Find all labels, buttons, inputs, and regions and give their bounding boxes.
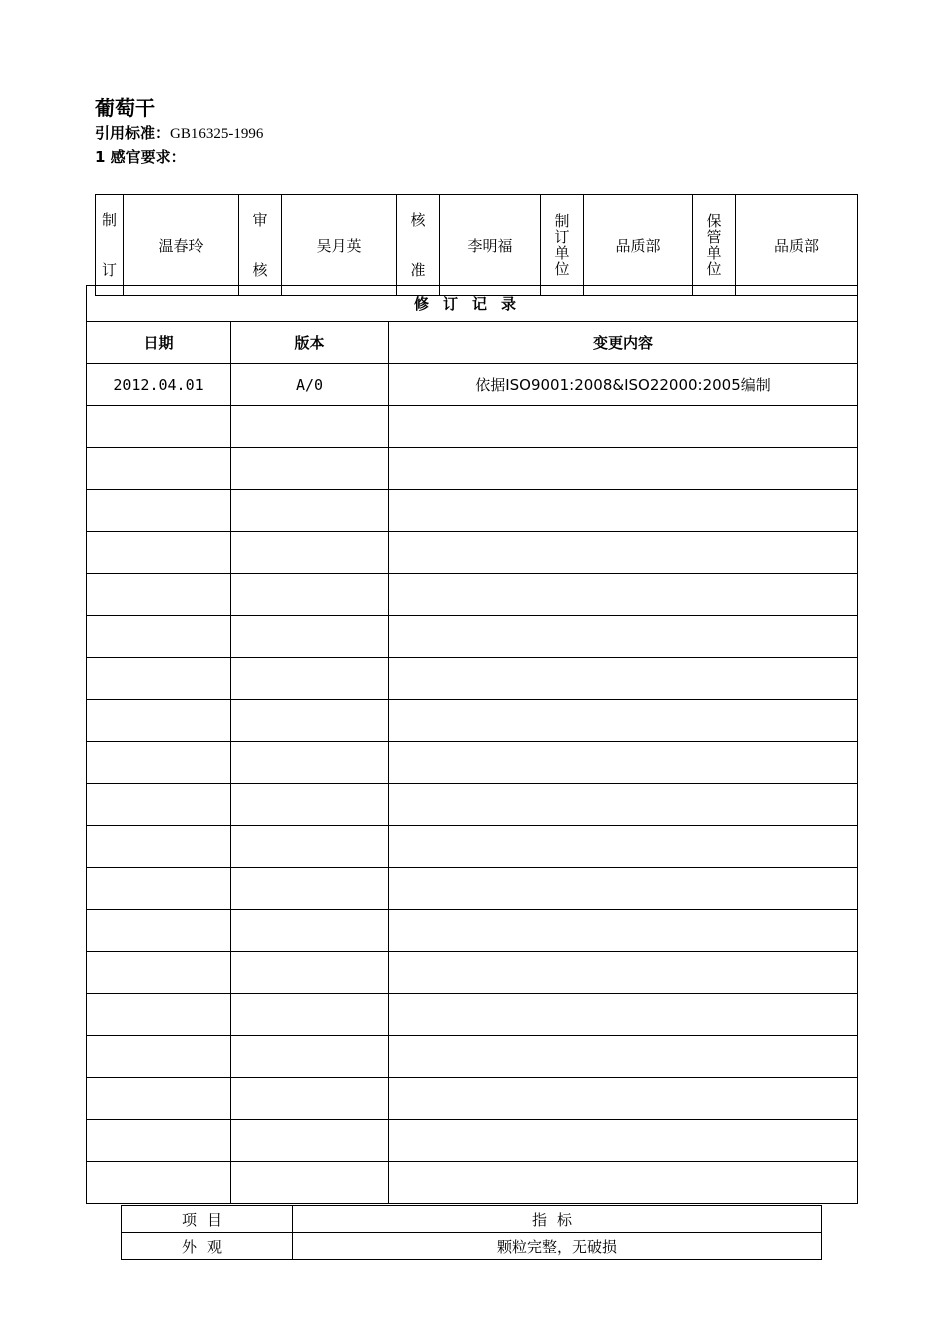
revision-record-body	[87, 286, 858, 1204]
revision-change-cell	[389, 1162, 858, 1204]
revision-version-cell	[231, 994, 389, 1036]
reviewed-label-char: 核	[252, 261, 268, 279]
revision-change-cell	[389, 784, 858, 826]
revision-row	[87, 742, 858, 784]
revision-version-cell	[231, 868, 389, 910]
drafted-label-cell	[96, 195, 124, 296]
reviewed-label-cell	[239, 195, 282, 296]
revision-row	[87, 784, 858, 826]
drafting-unit-label-cell	[541, 195, 584, 296]
revision-row	[87, 406, 858, 448]
reference-standard-value: GB16325-1996	[170, 126, 264, 142]
revision-change-cell	[389, 448, 858, 490]
revision-version-cell	[231, 532, 389, 574]
revision-change-cell	[389, 406, 858, 448]
revision-change-cell: 依据ISO9001:2008&ISO22000:2005编制	[389, 364, 858, 406]
header-version: 版本	[231, 322, 389, 364]
revision-date-cell	[87, 1078, 231, 1120]
custody-unit-label	[693, 213, 735, 277]
revision-version-cell	[231, 700, 389, 742]
revision-version-cell	[231, 784, 389, 826]
revision-date-cell	[87, 742, 231, 784]
reviewed-by: 吴月英	[282, 195, 397, 296]
header-change: 变更内容	[389, 322, 858, 364]
drafting-unit-label	[541, 213, 583, 277]
drafting-unit-label-char: 订	[554, 228, 570, 246]
revision-version-cell	[231, 1036, 389, 1078]
revision-change-cell	[389, 1078, 858, 1120]
custody-unit: 品质部	[736, 195, 858, 296]
revision-row	[87, 532, 858, 574]
revision-change-cell	[389, 532, 858, 574]
sensory-indicator-cell: 颗粒完整，无破损	[293, 1233, 822, 1260]
revision-change-cell	[389, 868, 858, 910]
revision-version-cell: A/0	[231, 364, 389, 406]
sensory-item-cell: 外观	[122, 1233, 293, 1260]
custody-unit-label-char: 管	[706, 228, 722, 246]
revision-version-cell	[231, 658, 389, 700]
revision-date-cell	[87, 868, 231, 910]
revision-date-cell	[87, 532, 231, 574]
revision-row	[87, 1162, 858, 1204]
approved-label-char: 准	[410, 261, 426, 279]
reviewed-label-char: 审	[252, 211, 268, 229]
revision-version-cell	[231, 952, 389, 994]
drafting-unit-label-char: 位	[554, 260, 570, 278]
revision-change-cell	[389, 910, 858, 952]
revision-change-cell	[389, 658, 858, 700]
custody-unit-label-char: 保	[706, 212, 722, 230]
revision-change-cell	[389, 1120, 858, 1162]
document-title: 葡萄干	[95, 96, 155, 120]
revision-date-cell	[87, 910, 231, 952]
revision-date-cell	[87, 826, 231, 868]
revision-date-cell	[87, 574, 231, 616]
drafted-by: 温春玲	[124, 195, 239, 296]
revision-record-title: 修订记录	[87, 286, 858, 322]
reference-standard	[95, 122, 263, 143]
revision-change-cell	[389, 490, 858, 532]
reviewed-label	[239, 195, 281, 295]
revision-date-cell	[87, 406, 231, 448]
revision-row	[87, 994, 858, 1036]
revision-version-cell	[231, 910, 389, 952]
revision-version-cell	[231, 574, 389, 616]
approval-table	[95, 194, 858, 296]
revision-version-cell	[231, 406, 389, 448]
drafting-unit-label-char: 制	[554, 212, 570, 230]
revision-change-cell	[389, 994, 858, 1036]
drafting-unit: 品质部	[584, 195, 693, 296]
revision-date-cell	[87, 448, 231, 490]
approved-label	[397, 195, 439, 295]
revision-date-cell	[87, 784, 231, 826]
revision-version-cell	[231, 448, 389, 490]
revision-date-cell	[87, 616, 231, 658]
revision-change-cell	[389, 616, 858, 658]
revision-row	[87, 490, 858, 532]
revision-row	[87, 868, 858, 910]
header-indicator: 指标	[293, 1206, 822, 1233]
custody-unit-label-char: 位	[706, 260, 722, 278]
approved-label-cell	[397, 195, 440, 296]
revision-version-cell	[231, 490, 389, 532]
sensory-header-row	[122, 1206, 822, 1233]
revision-version-cell	[231, 1120, 389, 1162]
revision-row	[87, 658, 858, 700]
revision-date-cell	[87, 1120, 231, 1162]
section-heading-sensory: 1 感官要求：	[95, 148, 186, 166]
approved-by: 李明福	[440, 195, 541, 296]
revision-date-cell: 2012.04.01	[87, 364, 231, 406]
revision-row	[87, 952, 858, 994]
revision-change-cell	[389, 826, 858, 868]
revision-date-cell	[87, 994, 231, 1036]
drafted-label-char: 订	[101, 261, 117, 279]
revision-row	[87, 448, 858, 490]
revision-version-cell	[231, 1078, 389, 1120]
revision-date-cell	[87, 1162, 231, 1204]
header-item: 项目	[122, 1206, 293, 1233]
revision-date-cell	[87, 1036, 231, 1078]
revision-row	[87, 1120, 858, 1162]
revision-version-cell	[231, 742, 389, 784]
revision-header-row	[87, 322, 858, 364]
revision-record-table	[86, 285, 858, 1204]
revision-change-cell	[389, 952, 858, 994]
sensory-requirements-body	[122, 1206, 822, 1260]
revision-row	[87, 364, 858, 406]
drafted-label	[96, 195, 123, 295]
sensory-row	[122, 1233, 822, 1260]
revision-date-cell	[87, 700, 231, 742]
drafted-label-char: 制	[101, 211, 117, 229]
revision-date-cell	[87, 952, 231, 994]
revision-date-cell	[87, 490, 231, 532]
revision-record-title-row	[87, 286, 858, 322]
custody-unit-label-cell	[693, 195, 736, 296]
revision-change-cell	[389, 574, 858, 616]
revision-row	[87, 826, 858, 868]
revision-row	[87, 700, 858, 742]
revision-row	[87, 910, 858, 952]
custody-unit-label-char: 单	[706, 244, 722, 262]
drafting-unit-label-char: 单	[554, 244, 570, 262]
revision-row	[87, 1078, 858, 1120]
revision-change-cell	[389, 1036, 858, 1078]
revision-row	[87, 1036, 858, 1078]
header-date: 日期	[87, 322, 231, 364]
revision-version-cell	[231, 616, 389, 658]
sensory-requirements-table	[121, 1205, 822, 1260]
revision-change-cell	[389, 742, 858, 784]
revision-row	[87, 616, 858, 658]
revision-change-cell	[389, 700, 858, 742]
reference-standard-label: 引用标准：	[95, 124, 171, 142]
revision-row	[87, 574, 858, 616]
revision-date-cell	[87, 658, 231, 700]
approved-label-char: 核	[410, 211, 426, 229]
revision-version-cell	[231, 1162, 389, 1204]
revision-version-cell	[231, 826, 389, 868]
